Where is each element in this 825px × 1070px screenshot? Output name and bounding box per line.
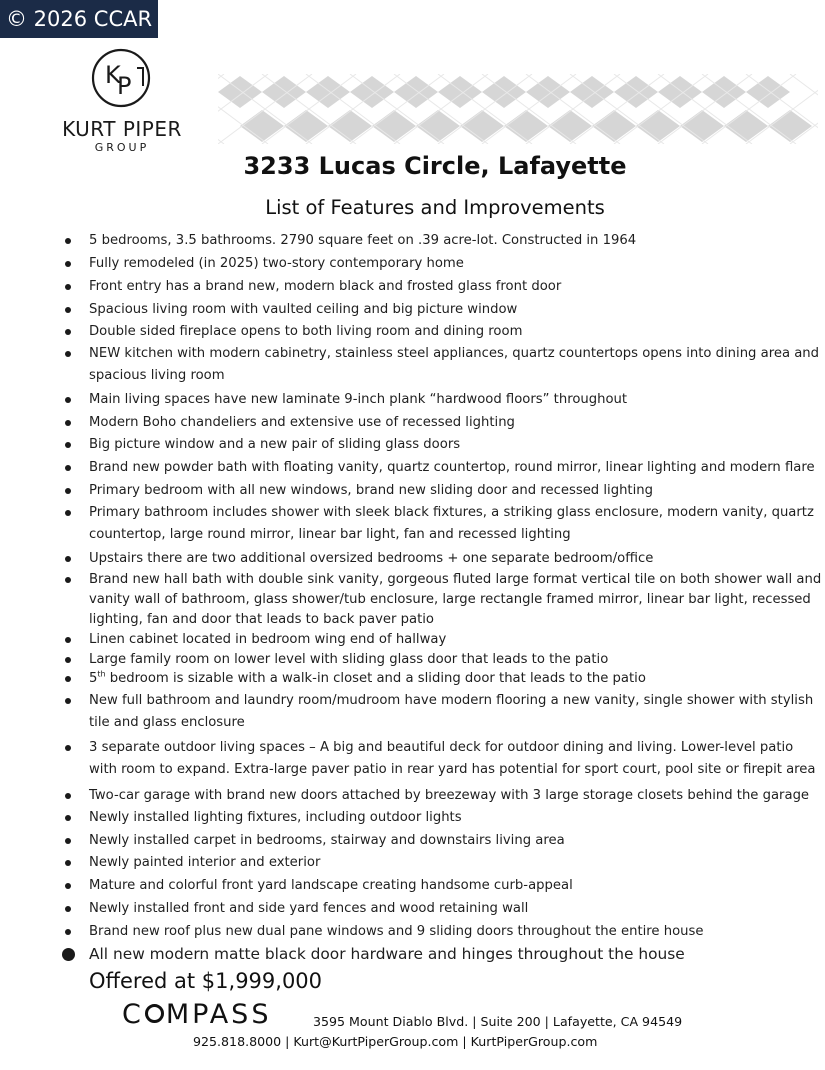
compass-logo-prefix: C [122,999,144,1030]
feature-line: Large family room on lower level with sliding glass door that leads to the patio [89,652,609,667]
feature-line: Newly installed lighting fixtures, including outdoor lights [89,810,462,825]
feature-item [89,253,789,275]
bullet-icon [65,329,71,335]
bullet-icon [65,488,71,494]
price: Offered at $1,999,000 [89,969,323,993]
feature-item [89,502,814,546]
feature-line: countertop, large round mirror, linear bar light, fan and recessed lighting [89,527,571,542]
feature-item [89,276,789,298]
office-address: 3595 Mount Diablo Blvd. | Suite 200 | Lafayette, CA 94549 [313,1014,683,1029]
bullet-icon [62,948,75,961]
bullet-icon [65,465,71,471]
feature-line: Brand new roof plus new dual pane windows and 9 sliding doors throughout the entire house [89,924,704,939]
bullet-icon [65,261,71,267]
feature-line: spacious living room [89,368,225,383]
feature-item [89,875,789,897]
bullet-icon [65,929,71,935]
bullet-icon [65,284,71,290]
copyright-badge: © 2026 CCAR [0,0,158,38]
bullet-icon [65,510,71,516]
bullet-icon [65,420,71,426]
bullet-icon [65,745,71,751]
bullet-icon [65,397,71,403]
bullet-icon [65,442,71,448]
bullet-icon [65,238,71,244]
bullet-icon [65,815,71,821]
feature-item [89,321,789,343]
feature-item [89,690,814,734]
feature-line: Main living spaces have new laminate 9-inch plank “hardwood floors” throughout [89,392,628,407]
feature-line: 3 separate outdoor living spaces – A big and beautiful deck for outdoor dining and living. Lower-level patio [89,740,794,755]
feature-item [89,389,789,411]
feature-ordinal: 5 [89,671,98,686]
feature-line: Newly installed front and side yard fences and wood retaining wall [89,901,529,916]
compass-logo-suffix: MPASS [165,999,272,1030]
feature-line: vanity wall of bathroom, glass shower/tub enclosure, large rectangle framed mirror, linear bar light, recessed [89,592,811,607]
feature-item [89,807,789,829]
page-subtitle: List of Features and Improvements [265,196,605,219]
bullet-icon [65,860,71,866]
feature-item [89,548,789,570]
feature-line: Primary bedroom with all new windows, brand new sliding door and recessed lighting [89,483,653,498]
feature-line: Spacious living room with vaulted ceiling and big picture window [89,302,518,317]
feature-item [89,650,789,670]
feature-line: lighting, fan and door that leads to back paver patio [89,612,434,627]
feature-line: tile and glass enclosure [89,715,245,730]
compass-o-icon [145,1004,164,1023]
feature-item [89,457,815,479]
feature-item [89,343,820,387]
feature-item [89,669,789,689]
feature-line: Primary bathroom includes shower with sleek black fixtures, a striking glass enclosure, modern vanity, quartz [89,505,814,520]
feature-item [89,852,789,874]
bullet-icon [65,637,71,643]
feature-line: Brand new hall bath with double sink vanity, gorgeous fluted large format vertical tile on both shower wall and [89,572,822,587]
feature-line: Double sided fireplace opens to both living room and dining room [89,324,523,339]
feature-line: with room to expand. Extra-large paver patio in rear yard has potential for sport court, pool site or firepit area [89,762,816,777]
bullet-icon [65,698,71,704]
bullet-icon [65,838,71,844]
feature-item [89,737,816,781]
feature-line: Fully remodeled (in 2025) two-story contemporary home [89,256,464,271]
feature-item [89,943,789,965]
feature-item [89,630,789,650]
logo-subtitle: GROUP [94,141,150,154]
feature-item [89,921,789,943]
feature-line: 5th bedroom is sizable with a walk-in closet and a sliding door that leads to the patio [89,669,646,686]
feature-line: Newly installed carpet in bedrooms, stairway and downstairs living area [89,833,565,848]
bullet-icon [65,556,71,562]
feature-item [89,299,789,321]
feature-item [89,230,789,252]
bullet-icon [65,307,71,313]
feature-line: Linen cabinet located in bedroom wing end of hallway [89,632,447,647]
compass-logo [122,999,271,1030]
bullet-icon [65,577,71,583]
contact-info: 925.818.8000 | Kurt@KurtPiperGroup.com | KurtPiperGroup.com [193,1034,598,1049]
feature-line: Newly painted interior and exterior [89,855,321,870]
feature-ordinal-suffix: th [97,669,106,679]
bullet-icon [65,676,71,682]
feature-line: Front entry has a brand new, modern black and frosted glass front door [89,279,562,294]
feature-line: Upstairs there are two additional oversized bedrooms + one separate bedroom/office [89,551,654,566]
feature-item [89,480,789,502]
page-title: 3233 Lucas Circle, Lafayette [243,152,627,180]
feature-line: Modern Boho chandeliers and extensive use of recessed lighting [89,415,515,430]
bullet-icon [65,883,71,889]
feature-line: Brand new powder bath with floating vanity, quartz countertop, round mirror, linear lighting and modern flare [89,460,815,475]
feature-line: NEW kitchen with modern cabinetry, stainless steel appliances, quartz countertops opens into dining area and [89,346,820,361]
feature-item [89,570,822,630]
feature-item [89,830,789,852]
feature-item [89,434,789,456]
bullet-icon [65,657,71,663]
feature-line: Two-car garage with brand new doors attached by breezeway with 3 large storage closets behind the garage [89,788,810,803]
svg-text:K: K [105,61,121,89]
bullet-icon [65,793,71,799]
svg-text:P: P [117,72,132,100]
feature-line: All new modern matte black door hardware and hinges throughout the house [89,945,685,963]
bullet-icon [65,351,71,357]
feature-line: Mature and colorful front yard landscape creating handsome curb-appeal [89,878,573,893]
feature-item [89,412,789,434]
logo-name: KURT PIPER [62,117,182,141]
feature-item [89,898,789,920]
bullet-icon [65,906,71,912]
feature-line: Big picture window and a new pair of sliding glass doors [89,437,461,452]
feature-item [89,785,810,807]
feature-line: 5 bedrooms, 3.5 bathrooms. 2790 square feet on .39 acre-lot. Constructed in 1964 [89,233,637,248]
feature-line: New full bathroom and laundry room/mudroom have modern flooring a new vanity, single shower with stylish [89,693,814,708]
